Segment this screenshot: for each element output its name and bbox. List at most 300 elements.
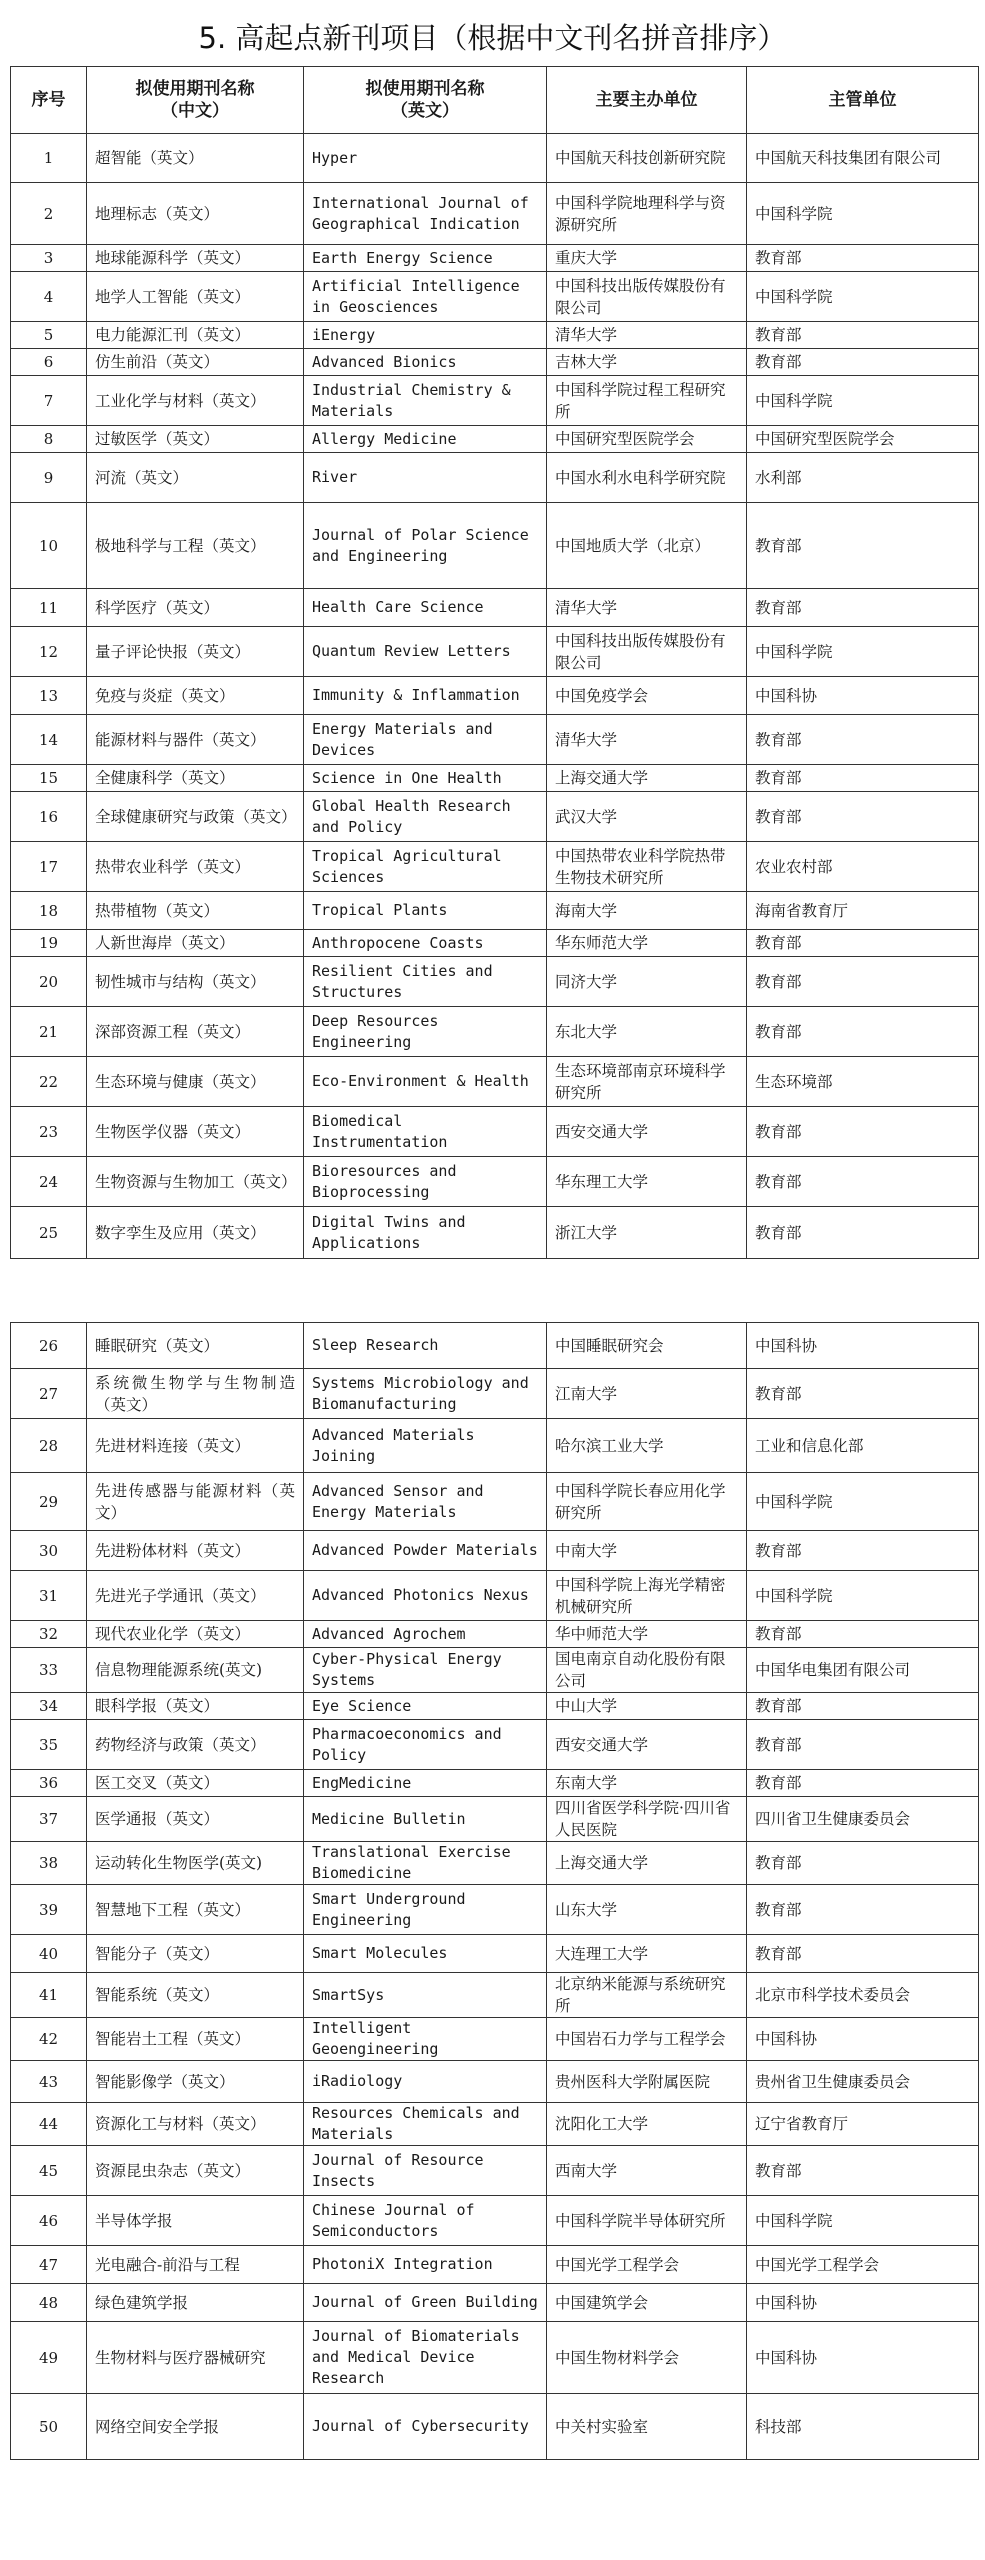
journal-name-cn: 地球能源科学（英文） (87, 245, 304, 272)
table-row (11, 930, 979, 957)
supervising-unit: 中国研究型医院学会 (747, 426, 979, 453)
journal-table-part-1 (10, 66, 979, 1259)
table-row (11, 1842, 979, 1885)
host-organization: 华中师范大学 (547, 1621, 747, 1648)
journal-name-en: Quantum Review Letters (304, 627, 547, 677)
journal-name-cn: 能源材料与器件（英文） (87, 715, 304, 765)
table-row (11, 957, 979, 1007)
journal-name-cn: 生态环境与健康（英文） (87, 1057, 304, 1107)
row-number: 6 (11, 349, 87, 376)
row-number: 37 (11, 1797, 87, 1842)
table-row (11, 1007, 979, 1057)
table-row (11, 2196, 979, 2246)
supervising-unit: 海南省教育厅 (747, 892, 979, 930)
host-organization: 东北大学 (547, 1007, 747, 1057)
journal-name-en: Intelligent Geoengineering (304, 2018, 547, 2061)
supervising-unit: 教育部 (747, 1935, 979, 1973)
host-organization: 中国免疫学会 (547, 677, 747, 715)
host-organization: 中国建筑学会 (547, 2284, 747, 2322)
host-organization: 江南大学 (547, 1369, 747, 1419)
host-organization: 海南大学 (547, 892, 747, 930)
table-row (11, 792, 979, 842)
journal-name-cn: 智能分子（英文） (87, 1935, 304, 1973)
journal-name-en: Chinese Journal of Semiconductors (304, 2196, 547, 2246)
row-number: 42 (11, 2018, 87, 2061)
host-organization: 同济大学 (547, 957, 747, 1007)
journal-name-cn: 免疫与炎症（英文） (87, 677, 304, 715)
journal-name-cn: 数字孪生及应用（英文） (87, 1207, 304, 1259)
journal-name-en: Earth Energy Science (304, 245, 547, 272)
journal-name-cn: 韧性城市与结构（英文） (87, 957, 304, 1007)
host-organization: 中关村实验室 (547, 2394, 747, 2460)
row-number: 4 (11, 272, 87, 322)
row-number: 26 (11, 1323, 87, 1369)
supervising-unit: 中国科学院 (747, 272, 979, 322)
row-number: 20 (11, 957, 87, 1007)
journal-name-cn: 先进粉体材料（英文） (87, 1531, 304, 1571)
row-number: 40 (11, 1935, 87, 1973)
journal-name-cn: 电力能源汇刊（英文） (87, 322, 304, 349)
journal-name-en: Journal of Resource Insects (304, 2146, 547, 2196)
journal-name-en: Tropical Agricultural Sciences (304, 842, 547, 892)
host-organization: 中国科学院半导体研究所 (547, 2196, 747, 2246)
host-organization: 中国水利水电科学研究院 (547, 453, 747, 503)
host-organization: 贵州医科大学附属医院 (547, 2061, 747, 2103)
journal-name-cn: 睡眠研究（英文） (87, 1323, 304, 1369)
table-row (11, 1885, 979, 1935)
supervising-unit: 中国科协 (747, 2284, 979, 2322)
row-number: 30 (11, 1531, 87, 1571)
journal-name-cn: 极地科学与工程（英文） (87, 503, 304, 589)
row-number: 11 (11, 589, 87, 627)
host-organization: 中国航天科技创新研究院 (547, 134, 747, 183)
row-number: 29 (11, 1473, 87, 1531)
host-organization: 清华大学 (547, 589, 747, 627)
journal-name-cn: 资源化工与材料（英文） (87, 2103, 304, 2146)
row-number: 19 (11, 930, 87, 957)
journal-name-en: SmartSys (304, 1973, 547, 2018)
row-number: 41 (11, 1973, 87, 2018)
journal-name-en: Cyber-Physical Energy Systems (304, 1648, 547, 1693)
journal-name-cn: 先进光子学通讯（英文） (87, 1571, 304, 1621)
row-number: 23 (11, 1107, 87, 1157)
supervising-unit: 中国科学院 (747, 376, 979, 426)
host-organization: 国电南京自动化股份有限公司 (547, 1648, 747, 1693)
journal-name-en: Immunity & Inflammation (304, 677, 547, 715)
supervising-unit: 中国科协 (747, 2018, 979, 2061)
row-number: 25 (11, 1207, 87, 1259)
journal-name-cn: 半导体学报 (87, 2196, 304, 2246)
journal-name-en: Health Care Science (304, 589, 547, 627)
journal-name-cn: 先进材料连接（英文） (87, 1419, 304, 1473)
journal-name-en: Bioresources and Bioprocessing (304, 1157, 547, 1207)
journal-name-en: EngMedicine (304, 1770, 547, 1797)
row-number: 36 (11, 1770, 87, 1797)
journal-name-cn: 智能影像学（英文） (87, 2061, 304, 2103)
journal-name-cn: 运动转化生物医学(英文) (87, 1842, 304, 1885)
row-number: 13 (11, 677, 87, 715)
journal-name-en: Advanced Sensor and Energy Materials (304, 1473, 547, 1531)
journal-name-en: Advanced Bionics (304, 349, 547, 376)
journal-name-en: Sleep Research (304, 1323, 547, 1369)
journal-name-cn: 热带农业科学（英文） (87, 842, 304, 892)
row-number: 45 (11, 2146, 87, 2196)
host-organization: 中国研究型医院学会 (547, 426, 747, 453)
table-row (11, 134, 979, 183)
journal-name-en: Eye Science (304, 1693, 547, 1720)
journal-name-cn: 生物医学仪器（英文） (87, 1107, 304, 1157)
row-number: 5 (11, 322, 87, 349)
journal-name-en: Medicine Bulletin (304, 1797, 547, 1842)
row-number: 17 (11, 842, 87, 892)
journal-name-en: Global Health Research and Policy (304, 792, 547, 842)
journal-name-en: Allergy Medicine (304, 426, 547, 453)
table-row (11, 1770, 979, 1797)
row-number: 48 (11, 2284, 87, 2322)
table-row (11, 349, 979, 376)
journal-name-cn: 网络空间安全学报 (87, 2394, 304, 2460)
host-organization: 西南大学 (547, 2146, 747, 2196)
journal-name-cn: 智慧地下工程（英文） (87, 1885, 304, 1935)
row-number: 28 (11, 1419, 87, 1473)
table-row (11, 2322, 979, 2394)
table-row (11, 1797, 979, 1842)
host-organization: 山东大学 (547, 1885, 747, 1935)
journal-name-cn: 生物资源与生物加工（英文） (87, 1157, 304, 1207)
header-en-name: 拟使用期刊名称 （英文） (304, 67, 547, 134)
table-row (11, 2018, 979, 2061)
supervising-unit: 水利部 (747, 453, 979, 503)
host-organization: 四川省医学科学院·四川省人民医院 (547, 1797, 747, 1842)
host-organization: 清华大学 (547, 322, 747, 349)
table-row (11, 453, 979, 503)
host-organization: 哈尔滨工业大学 (547, 1419, 747, 1473)
journal-name-cn: 药物经济与政策（英文） (87, 1720, 304, 1770)
host-organization: 中国科技出版传媒股份有限公司 (547, 627, 747, 677)
table-row (11, 1473, 979, 1531)
journal-name-en: Smart Molecules (304, 1935, 547, 1973)
supervising-unit: 中国华电集团有限公司 (747, 1648, 979, 1693)
journal-name-en: Journal of Biomaterials and Medical Device Research (304, 2322, 547, 2394)
table-row (11, 1107, 979, 1157)
table-row (11, 1157, 979, 1207)
journal-name-en: Resources Chemicals and Materials (304, 2103, 547, 2146)
row-number: 47 (11, 2246, 87, 2284)
journal-name-en: Advanced Powder Materials (304, 1531, 547, 1571)
row-number: 16 (11, 792, 87, 842)
row-number: 1 (11, 134, 87, 183)
supervising-unit: 生态环境部 (747, 1057, 979, 1107)
host-organization: 上海交通大学 (547, 1842, 747, 1885)
supervising-unit: 中国科学院 (747, 627, 979, 677)
journal-name-en: Industrial Chemistry & Materials (304, 376, 547, 426)
journal-name-en: Advanced Photonics Nexus (304, 1571, 547, 1621)
journal-name-cn: 生物材料与医疗器械研究 (87, 2322, 304, 2394)
host-organization: 北京纳米能源与系统研究所 (547, 1973, 747, 2018)
journal-name-en: Smart Underground Engineering (304, 1885, 547, 1935)
row-number: 34 (11, 1693, 87, 1720)
journal-name-en: iRadiology (304, 2061, 547, 2103)
table-row (11, 1621, 979, 1648)
host-organization: 武汉大学 (547, 792, 747, 842)
host-organization: 中国生物材料学会 (547, 2322, 747, 2394)
journal-name-en: Pharmacoeconomics and Policy (304, 1720, 547, 1770)
supervising-unit: 教育部 (747, 1842, 979, 1885)
table-row (11, 1531, 979, 1571)
supervising-unit: 科技部 (747, 2394, 979, 2460)
journal-name-cn: 光电融合-前沿与工程 (87, 2246, 304, 2284)
table-row (11, 1720, 979, 1770)
supervising-unit: 教育部 (747, 765, 979, 792)
header-no: 序号 (11, 67, 87, 134)
row-number: 35 (11, 1720, 87, 1770)
host-organization: 中国科学院上海光学精密机械研究所 (547, 1571, 747, 1621)
row-number: 18 (11, 892, 87, 930)
table-row (11, 715, 979, 765)
host-organization: 生态环境部南京环境科学研究所 (547, 1057, 747, 1107)
host-organization: 上海交通大学 (547, 765, 747, 792)
row-number: 12 (11, 627, 87, 677)
host-organization: 浙江大学 (547, 1207, 747, 1259)
journal-name-en: Anthropocene Coasts (304, 930, 547, 957)
host-organization: 清华大学 (547, 715, 747, 765)
table-row (11, 1207, 979, 1259)
journal-name-cn: 过敏医学（英文） (87, 426, 304, 453)
host-organization: 中国热带农业科学院热带生物技术研究所 (547, 842, 747, 892)
journal-name-cn: 资源昆虫杂志（英文） (87, 2146, 304, 2196)
journal-name-en: Resilient Cities and Structures (304, 957, 547, 1007)
journal-table-part-2 (10, 1322, 979, 2460)
journal-name-en: Deep Resources Engineering (304, 1007, 547, 1057)
row-number: 10 (11, 503, 87, 589)
supervising-unit: 教育部 (747, 1369, 979, 1419)
table-row (11, 2146, 979, 2196)
row-number: 8 (11, 426, 87, 453)
table-row (11, 892, 979, 930)
row-number: 15 (11, 765, 87, 792)
supervising-unit: 教育部 (747, 957, 979, 1007)
journal-name-en: Science in One Health (304, 765, 547, 792)
supervising-unit: 教育部 (747, 1621, 979, 1648)
supervising-unit: 教育部 (747, 349, 979, 376)
table-row (11, 1571, 979, 1621)
row-number: 43 (11, 2061, 87, 2103)
table-row (11, 322, 979, 349)
host-organization: 东南大学 (547, 1770, 747, 1797)
row-number: 22 (11, 1057, 87, 1107)
table-row (11, 1693, 979, 1720)
host-organization: 中国睡眠研究会 (547, 1323, 747, 1369)
journal-name-cn: 地学人工智能（英文） (87, 272, 304, 322)
host-organization: 中南大学 (547, 1531, 747, 1571)
supervising-unit: 工业和信息化部 (747, 1419, 979, 1473)
journal-name-en: Journal of Green Building (304, 2284, 547, 2322)
journal-name-cn: 量子评论快报（英文） (87, 627, 304, 677)
host-organization: 重庆大学 (547, 245, 747, 272)
row-number: 38 (11, 1842, 87, 1885)
journal-name-en: Translational Exercise Biomedicine (304, 1842, 547, 1885)
table-row (11, 183, 979, 245)
table-row (11, 245, 979, 272)
supervising-unit: 教育部 (747, 322, 979, 349)
supervising-unit: 教育部 (747, 715, 979, 765)
header-supervisor: 主管单位 (747, 67, 979, 134)
supervising-unit: 农业农村部 (747, 842, 979, 892)
row-number: 33 (11, 1648, 87, 1693)
supervising-unit: 教育部 (747, 1693, 979, 1720)
row-number: 9 (11, 453, 87, 503)
host-organization: 沈阳化工大学 (547, 2103, 747, 2146)
journal-name-en: River (304, 453, 547, 503)
host-organization: 中国科学院过程工程研究所 (547, 376, 747, 426)
journal-name-en: Journal of Cybersecurity (304, 2394, 547, 2460)
supervising-unit: 中国科协 (747, 2322, 979, 2394)
row-number: 39 (11, 1885, 87, 1935)
journal-name-en: Journal of Polar Science and Engineering (304, 503, 547, 589)
table-row (11, 1369, 979, 1419)
journal-name-cn: 眼科学报（英文） (87, 1693, 304, 1720)
supervising-unit: 北京市科学技术委员会 (747, 1973, 979, 2018)
supervising-unit: 教育部 (747, 1770, 979, 1797)
table-row (11, 503, 979, 589)
table-row (11, 1057, 979, 1107)
journal-name-cn: 仿生前沿（英文） (87, 349, 304, 376)
table-row (11, 1419, 979, 1473)
journal-name-en: Hyper (304, 134, 547, 183)
journal-name-en: Tropical Plants (304, 892, 547, 930)
host-organization: 大连理工大学 (547, 1935, 747, 1973)
journal-name-cn: 人新世海岸（英文） (87, 930, 304, 957)
row-number: 2 (11, 183, 87, 245)
journal-name-en: Artificial Intelligence in Geosciences (304, 272, 547, 322)
journal-name-cn: 医工交叉（英文） (87, 1770, 304, 1797)
host-organization: 华东师范大学 (547, 930, 747, 957)
host-organization: 中山大学 (547, 1693, 747, 1720)
journal-name-en: Advanced Materials Joining (304, 1419, 547, 1473)
table-row (11, 1648, 979, 1693)
supervising-unit: 教育部 (747, 1107, 979, 1157)
host-organization: 吉林大学 (547, 349, 747, 376)
table-row (11, 376, 979, 426)
journal-name-en: Advanced Agrochem (304, 1621, 547, 1648)
journal-name-en: PhotoniX Integration (304, 2246, 547, 2284)
journal-name-cn: 智能岩土工程（英文） (87, 2018, 304, 2061)
row-number: 31 (11, 1571, 87, 1621)
row-number: 14 (11, 715, 87, 765)
supervising-unit: 中国科学院 (747, 2196, 979, 2246)
table-row (11, 426, 979, 453)
journal-name-cn: 智能系统（英文） (87, 1973, 304, 2018)
supervising-unit: 四川省卫生健康委员会 (747, 1797, 979, 1842)
journal-name-en: Eco-Environment & Health (304, 1057, 547, 1107)
supervising-unit: 中国光学工程学会 (747, 2246, 979, 2284)
journal-name-cn: 先进传感器与能源材料（英文） (87, 1473, 304, 1531)
supervising-unit: 教育部 (747, 503, 979, 589)
journal-name-en: International Journal of Geographical Indication (304, 183, 547, 245)
journal-name-cn: 全健康科学（英文） (87, 765, 304, 792)
row-number: 3 (11, 245, 87, 272)
table-row (11, 272, 979, 322)
table-row (11, 2103, 979, 2146)
journal-name-cn: 深部资源工程（英文） (87, 1007, 304, 1057)
journal-name-cn: 地理标志（英文） (87, 183, 304, 245)
table-row (11, 677, 979, 715)
supervising-unit: 中国科协 (747, 1323, 979, 1369)
row-number: 44 (11, 2103, 87, 2146)
host-organization: 西安交通大学 (547, 1107, 747, 1157)
journal-name-cn: 信息物理能源系统(英文) (87, 1648, 304, 1693)
header-cn-name: 拟使用期刊名称 （中文） (87, 67, 304, 134)
supervising-unit: 教育部 (747, 1885, 979, 1935)
journal-name-en: iEnergy (304, 322, 547, 349)
host-organization: 中国科学院长春应用化学研究所 (547, 1473, 747, 1531)
journal-name-cn: 工业化学与材料（英文） (87, 376, 304, 426)
journal-name-cn: 现代农业化学（英文） (87, 1621, 304, 1648)
journal-name-cn: 河流（英文） (87, 453, 304, 503)
supervising-unit: 教育部 (747, 792, 979, 842)
journal-name-en: Biomedical Instrumentation (304, 1107, 547, 1157)
table-row (11, 627, 979, 677)
table-row (11, 2284, 979, 2322)
journal-name-cn: 医学通报（英文） (87, 1797, 304, 1842)
supervising-unit: 教育部 (747, 1007, 979, 1057)
table-row (11, 1323, 979, 1369)
row-number: 27 (11, 1369, 87, 1419)
supervising-unit: 教育部 (747, 589, 979, 627)
header-host-org: 主要主办单位 (547, 67, 747, 134)
journal-name-cn: 绿色建筑学报 (87, 2284, 304, 2322)
row-number: 24 (11, 1157, 87, 1207)
supervising-unit: 中国科学院 (747, 183, 979, 245)
row-number: 50 (11, 2394, 87, 2460)
supervising-unit: 教育部 (747, 1207, 979, 1259)
host-organization: 中国光学工程学会 (547, 2246, 747, 2284)
supervising-unit: 教育部 (747, 1157, 979, 1207)
journal-name-cn: 热带植物（英文） (87, 892, 304, 930)
supervising-unit: 教育部 (747, 2146, 979, 2196)
page-title: 5. 高起点新刊项目（根据中文刊名拼音排序） (198, 21, 787, 55)
row-number: 7 (11, 376, 87, 426)
host-organization: 中国岩石力学与工程学会 (547, 2018, 747, 2061)
supervising-unit: 贵州省卫生健康委员会 (747, 2061, 979, 2103)
supervising-unit: 中国科协 (747, 677, 979, 715)
table-row (11, 2061, 979, 2103)
row-number: 49 (11, 2322, 87, 2394)
table-row (11, 2394, 979, 2460)
table-row (11, 842, 979, 892)
supervising-unit: 教育部 (747, 1720, 979, 1770)
table-row (11, 1935, 979, 1973)
supervising-unit: 中国科学院 (747, 1571, 979, 1621)
table-row (11, 589, 979, 627)
row-number: 46 (11, 2196, 87, 2246)
host-organization: 西安交通大学 (547, 1720, 747, 1770)
host-organization: 中国地质大学（北京） (547, 503, 747, 589)
supervising-unit: 中国航天科技集团有限公司 (747, 134, 979, 183)
row-number: 21 (11, 1007, 87, 1057)
table-row (11, 1973, 979, 2018)
supervising-unit: 教育部 (747, 930, 979, 957)
table-row (11, 765, 979, 792)
journal-name-cn: 全球健康研究与政策（英文） (87, 792, 304, 842)
journal-name-cn: 科学医疗（英文） (87, 589, 304, 627)
table-row (11, 2246, 979, 2284)
journal-name-cn: 系统微生物学与生物制造（英文） (87, 1369, 304, 1419)
supervising-unit: 辽宁省教育厅 (747, 2103, 979, 2146)
host-organization: 中国科学院地理科学与资源研究所 (547, 183, 747, 245)
journal-name-en: Digital Twins and Applications (304, 1207, 547, 1259)
host-organization: 中国科技出版传媒股份有限公司 (547, 272, 747, 322)
